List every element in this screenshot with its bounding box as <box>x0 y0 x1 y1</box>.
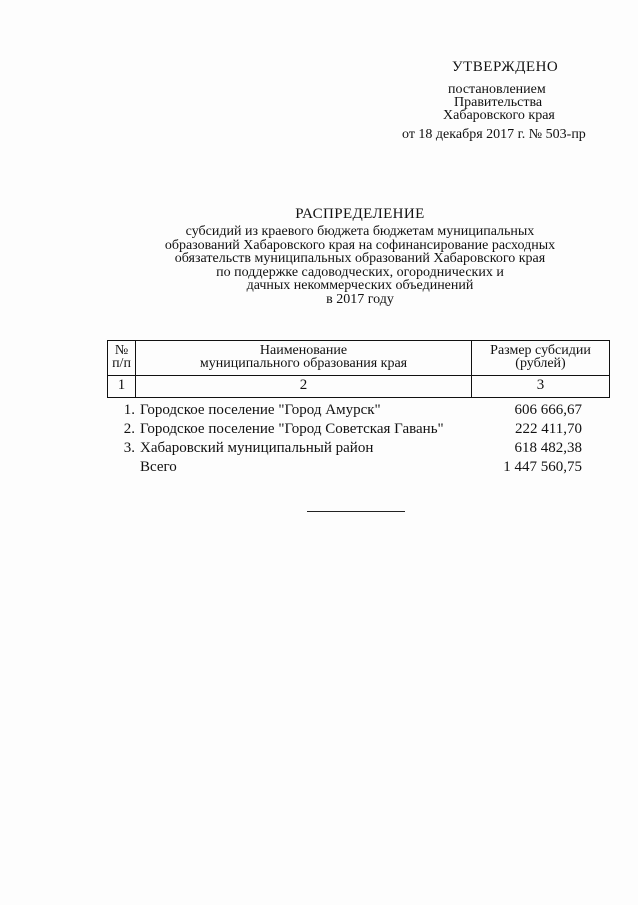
header-amount-line: (рублей) <box>515 356 566 371</box>
header-name-line: Наименование <box>259 343 348 358</box>
column-number: 3 <box>536 377 545 393</box>
header-amount-line: Размер субсидии <box>490 343 591 358</box>
row-name: Городское поселение "Город Амурск" <box>140 402 381 418</box>
total-amount: 1 447 560,75 <box>503 459 582 475</box>
row-amount: 606 666,67 <box>514 402 582 418</box>
approval-line-2: Правительства <box>454 95 543 110</box>
table-row <box>107 402 610 422</box>
document-title: РАСПРЕДЕЛЕНИЕ <box>295 206 425 222</box>
header-num <box>108 344 135 370</box>
row-number: 2. <box>123 421 135 437</box>
row-number: 3. <box>123 440 135 456</box>
subtitle-line: образований Хабаровского края на софинансирование расходных <box>164 237 556 253</box>
header-num-line: п/п <box>112 356 131 371</box>
total-label: Всего <box>140 459 177 475</box>
row-amount: 222 411,70 <box>515 421 582 437</box>
row-amount: 618 482,38 <box>514 440 582 456</box>
subtitle-line: обязательств муниципальных образований Хабаровского края <box>174 251 546 266</box>
approval-heading: УТВЕРЖДЕНО <box>452 59 559 75</box>
row-divider <box>108 375 609 376</box>
row-number: 1. <box>123 402 135 418</box>
header-num-line: № <box>114 343 129 358</box>
subtitle-line: субсидий из краевого бюджета бюджетам муниципальных <box>185 224 535 239</box>
document-subtitle <box>100 225 620 306</box>
subtitle-line: в 2017 году <box>326 291 394 307</box>
total-row <box>107 459 610 479</box>
separator-line <box>307 511 405 512</box>
subtitle-line: дачных некоммерческих объединений <box>246 278 474 293</box>
table-row <box>107 440 610 460</box>
header-amount <box>472 344 609 370</box>
header-name-line: муниципального образования края <box>199 356 408 371</box>
row-name: Городское поселение "Город Советская Гавань" <box>140 421 444 437</box>
row-name: Хабаровский муниципальный район <box>140 440 374 456</box>
column-number: 2 <box>299 377 308 393</box>
subtitle-line: по поддержке садоводческих, огороднических и <box>216 264 504 280</box>
column-number: 1 <box>117 377 126 393</box>
table-header <box>107 340 610 398</box>
approval-line-3: Хабаровского края <box>443 108 555 123</box>
header-name <box>136 344 471 370</box>
table-row <box>107 421 610 441</box>
approval-date-line: от 18 декабря 2017 г. № 503-пр <box>402 127 586 142</box>
approval-line-1: постановлением <box>448 82 546 97</box>
